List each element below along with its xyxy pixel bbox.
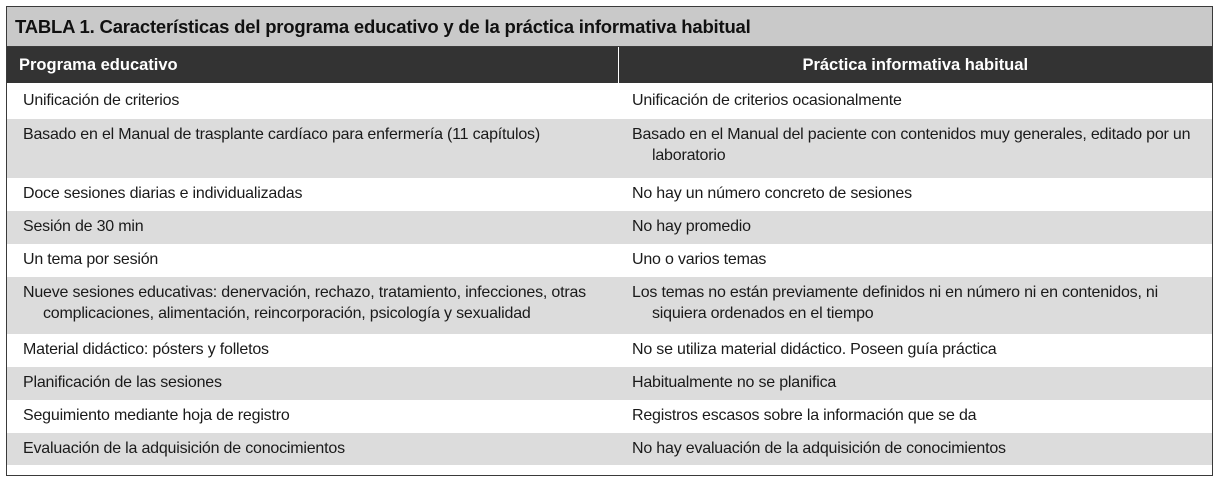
table-row	[7, 433, 1212, 465]
cell-text: Habitualmente no se planifica	[632, 374, 837, 391]
cell-practica	[618, 367, 1212, 400]
cell-programa	[7, 400, 618, 433]
table-row	[7, 84, 1212, 119]
cell-practica	[618, 433, 1212, 465]
cell-practica	[618, 211, 1212, 244]
table-row	[7, 244, 1212, 277]
header-row	[7, 47, 1212, 84]
cell-practica	[618, 277, 1212, 334]
cell-programa	[7, 178, 618, 211]
cell-text: Seguimiento mediante hoja de registro	[23, 407, 290, 424]
cell-practica	[618, 119, 1212, 178]
column-header-programa: Programa educativo	[7, 47, 618, 84]
cell-practica	[618, 400, 1212, 433]
cell-programa	[7, 211, 618, 244]
cell-text: Nueve sesiones educativas: denervación, rechazo, tratamiento, infecciones, otras complicaciones, alimentación, reincorporación, psicología y sexualidad	[23, 284, 586, 322]
cell-text: Material didáctico: pósters y folletos	[23, 341, 269, 358]
cell-text: No hay evaluación de la adquisición de conocimientos	[632, 440, 1006, 457]
cell-programa	[7, 119, 618, 178]
cell-text: Registros escasos sobre la información que se da	[632, 407, 977, 424]
cell-text: Planificación de las sesiones	[23, 374, 222, 391]
cell-text: No hay promedio	[632, 218, 751, 235]
table-frame	[6, 6, 1213, 476]
table-row	[7, 334, 1212, 367]
table-caption: TABLA 1. Características del programa educativo y de la práctica informativa habitual	[7, 7, 1212, 47]
cell-text: No hay un número concreto de sesiones	[632, 185, 912, 202]
table-row	[7, 367, 1212, 400]
cell-practica	[618, 334, 1212, 367]
cell-text: Unificación de criterios	[23, 92, 180, 109]
cell-text: Sesión de 30 min	[23, 218, 144, 235]
comparison-table	[7, 47, 1212, 465]
cell-programa	[7, 334, 618, 367]
table-row	[7, 400, 1212, 433]
cell-practica	[618, 244, 1212, 277]
cell-text: Doce sesiones diarias e individualizadas	[23, 185, 303, 202]
cell-programa	[7, 84, 618, 119]
table-row	[7, 178, 1212, 211]
column-header-practica: Práctica informativa habitual	[618, 47, 1212, 84]
cell-text: Un tema por sesión	[23, 251, 159, 268]
table-row	[7, 211, 1212, 244]
cell-text: Uno o varios temas	[632, 251, 767, 268]
cell-text: No se utiliza material didáctico. Poseen guía práctica	[632, 341, 997, 358]
cell-text: Los temas no están previamente definidos ni en número ni en contenidos, ni siquiera ordenados en el tiempo	[632, 284, 1158, 322]
cell-text: Unificación de criterios ocasionalmente	[632, 92, 902, 109]
cell-practica	[618, 178, 1212, 211]
table-row	[7, 119, 1212, 178]
cell-text: Evaluación de la adquisición de conocimientos	[23, 440, 345, 457]
cell-programa	[7, 244, 618, 277]
cell-programa	[7, 367, 618, 400]
cell-text: Basado en el Manual del paciente con contenidos muy generales, editado por un laboratorio	[632, 126, 1191, 164]
cell-programa	[7, 433, 618, 465]
table-row	[7, 277, 1212, 334]
cell-programa	[7, 277, 618, 334]
cell-practica	[618, 84, 1212, 119]
cell-text: Basado en el Manual de trasplante cardíaco para enfermería (11 capítulos)	[23, 126, 540, 143]
